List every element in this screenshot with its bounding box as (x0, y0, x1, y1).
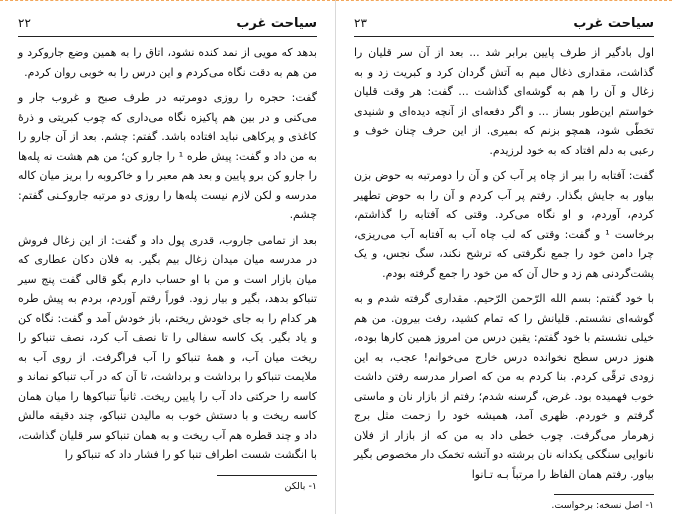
right-page-body (354, 43, 654, 484)
running-title: سیاحت غرب (573, 16, 654, 31)
left-page-body (18, 43, 317, 465)
right-page-header (354, 16, 654, 37)
page-edge-rule (0, 0, 335, 2)
page-number: ۲۳ (354, 16, 367, 30)
page-edge-rule (336, 0, 672, 2)
footnote: ۱- اصل نسخه: برخواست. (551, 500, 654, 511)
page-number: ۲۲ (18, 16, 31, 30)
footnote-divider (554, 494, 654, 495)
left-page (0, 0, 336, 514)
footnote: ۱- بالکن (284, 480, 317, 492)
paragraph: با خود گفتم: بسم الله الرّحمن الرّحیم. مقداری گرفته شدم و به گوشه‌ای نشستم. قلیانش را که تمام کشید، رفت بیرون. من هم خیلی نشستم با خود گفتم: یقین درس من امروز همین کارها بوده، هنوز درس سطح نخوانده درس خارج می‌خوانم! عجب، به این زودی ترقّی کردم. بنا کردم به من که اصرار مدرسه رفتن داشت خوب فهمیده بود. غرض، گرسنه شدم؛ رفتم از بازار نان و ماستی گرفتم و خوردم. ظهری آمد، همیشه خود را زحمت مثل برج زهرمار می‌گرفت. چوب خطی داد به من که از بازار از فلان نانوایی سنگکی یکدانه نان برشته دو آتشه تخمک دار مخصوص بگیر بیاور. رفتم همان الفاظ را مرتباً بـه تـانوا (354, 292, 654, 481)
right-page (336, 0, 672, 514)
paragraph: بدهد که مویی از نمد کنده نشود، اتاق را به همین وضع جاروکرد و من هم به دقت نگاه می‌کردم و این درس را به خوبی روان کردم. (18, 46, 317, 79)
paragraph: گفت: آفتابه را ببر از چاه پر آب کن و آن را دومرتبه به حوض بزن بیاور به جایش بگذار. رفتم پر آب کردم و آن را به حوض تطهیر کردم، آوردم، و او نگاه می‌کرد. وقتی که آفتابه را گذاشتم، برخاست ¹ و گفت: وقتی که لب چاه آب به آفتابه آب می‌ریزی، چرا دامن خود را جمع نگرفتی که ترشح نکند، سگ نجس، و یک پشت‌گردنی هم زد و حال آن که من خود را جمع گرفته بودم. (354, 169, 655, 280)
footnote-divider (217, 475, 317, 476)
left-page-header (18, 16, 317, 37)
running-title: سیاحت غرب (236, 16, 317, 31)
paragraph: بعد از تمامی جاروب، قدری پول داد و گفت: از این زغال فروش در مدرسه میان میدان زغال بیم بگیر. به فلان دکان عطاری که میان بازار است و من با او حساب دارم بگو قالی گفت پنج سیر تنباکو بدهد، بگیر و بیار زود. فوراً رفتم آوردم، بردم به پیش طره هر کدام را به جای خودش ریختم، باز خودش آمد و گفت: نگاه کن و یاد بگیر. یک کاسه سفالی را تا نصف آب کرد، نصف تنباکو را ریخت میان آب، و همهٔ تنباکو را آب فراگرفت. از روی آب به ملایمت تنباکو را برداشت و برداشت، تا آن که در آب تنباکو نماند و کاسه را حرکتی داد آب را پایین ریخت. ثانیاً تنباکوها را میان همان کاسه ریخت و با دستش خوب به مالیدن تنباکو، چند دقیقه مالش داد و چند قطره هم آب ریخت و به همان تنباکو سر قلیان گذاشت، با انگشت شست اطراف تنبا کو را فشار داد که تنباکو را (18, 233, 317, 461)
paragraph: اول بادگیر از طرف پایین برابر شد ... بعد از آن سر قلیان را گذاشت، مقداری ذغال میم به آتش گردان کرد و کبریت زد و به زغال و آن را هم به گوشه‌ای گذاشت ... گفت: هر وقت قلیان خواستم این‌طور بساز ... و اگر دفعه‌ای از آنچه دیده‌ای و شنیدی تخطّی شود، همچو بزنم که بمیری. از این حرف چنان خوف و رعبی به دلم افتاد که به خود لرزیدم. (354, 46, 654, 157)
paragraph: گفت: حجره را روزی دومرتبه در طرف صبح و غروب جار و می‌کنی و در بین هم پاکیزه نگاه می‌داری که چوب کبریتی و ذرهٔ کاغذی و پرکاهی نباید افتاده باشد. گفتم: چشم. بعد از آن جارو را به من داد و گفت: پیش طره ¹ را جارو کن؛ من هم هشت نه پله‌ها را جارو کن برو پایین و بعد هم معبر را و خاکروبه را بریز میان کاله مدرسه و لکن لازم نیست پله‌ها را روزی دو مرتبه جاروکـنی گفتم: چشم. (18, 91, 317, 221)
